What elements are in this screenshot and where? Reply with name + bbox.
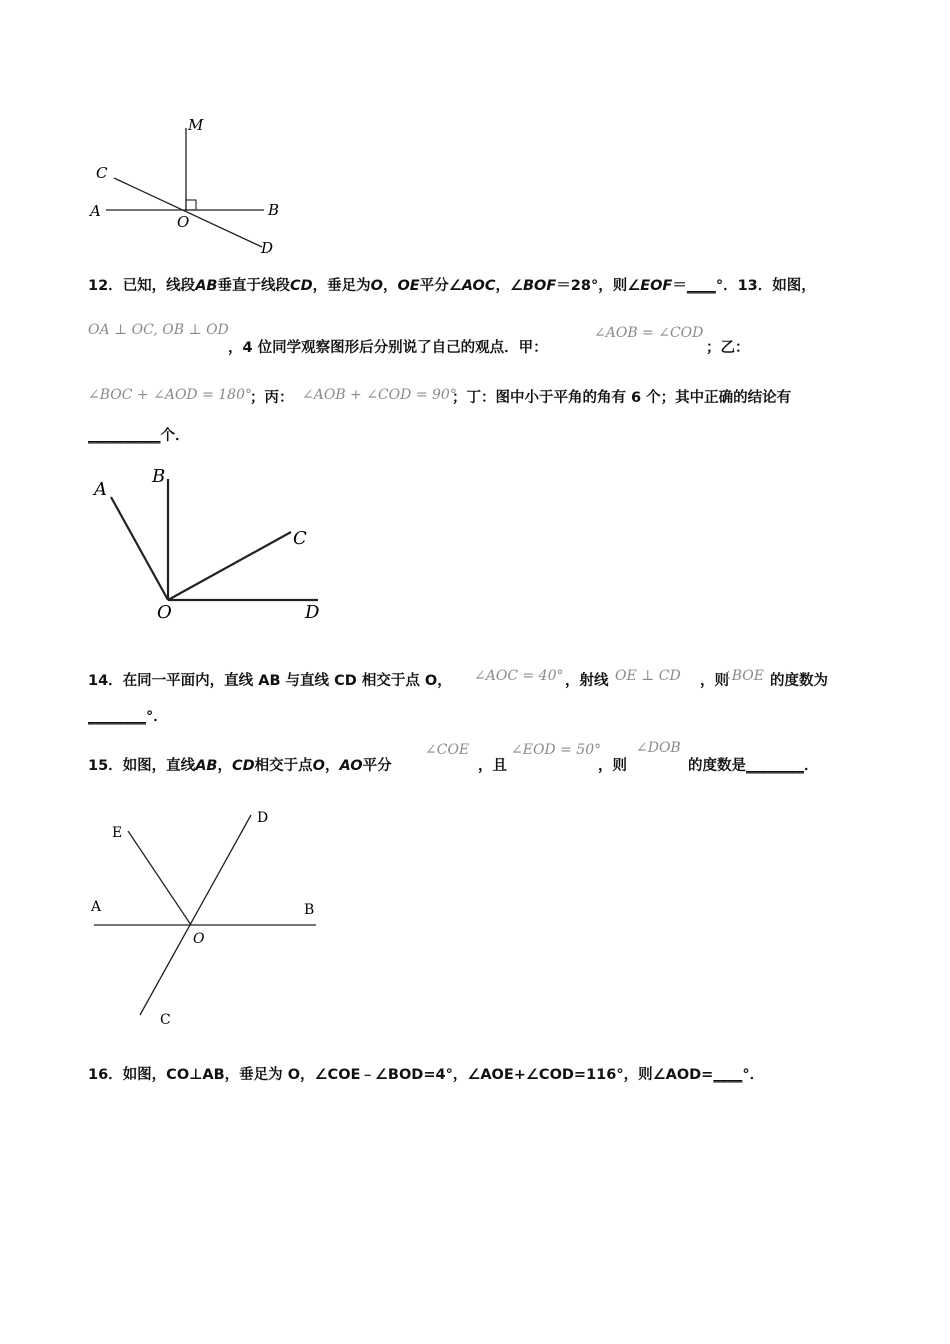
question-13-ding: ；丁：图中小于平角的角有 6 个；其中正确的结论有 — [452, 390, 792, 406]
label-d: D — [261, 239, 274, 257]
figure-perpendicular-lines — [80, 110, 310, 260]
question-13-number: 13． — [737, 278, 773, 294]
ray-oa — [111, 497, 168, 600]
formula-bing: ∠AOB + ∠COD = 90° — [302, 387, 457, 403]
label-c: C — [96, 164, 108, 182]
figure-four-rays — [86, 462, 336, 624]
label-b: B — [268, 201, 280, 219]
right-angle-mark — [186, 200, 196, 210]
formula-dob: ∠DOB — [636, 740, 681, 756]
answer-blank-13[interactable]: __________ — [88, 428, 161, 444]
formula-coe: ∠COE — [425, 742, 470, 758]
question-13-yi: ；乙： — [706, 340, 750, 356]
label-c: C — [293, 528, 307, 549]
label-b: B — [152, 466, 166, 487]
formula-boe: ∠BOE — [720, 668, 764, 684]
figure-intersecting-lines — [80, 800, 330, 1035]
label-d: D — [305, 602, 320, 623]
answer-blank-12[interactable]: ____ — [686, 278, 716, 294]
answer-blank-16[interactable]: ____ — [713, 1067, 743, 1083]
label-o: O — [157, 602, 172, 623]
question-16: 16．如图，CO⊥AB，垂足为 O，∠COE﹣∠BOD=4°，∠AOE+∠COD=116°，则∠AOD=____°． — [88, 1067, 765, 1083]
question-15: 15．如图，直线AB，CD相交于点O，AO平分 — [88, 758, 392, 774]
label-a: A — [91, 899, 102, 915]
question-13-answer: __________个． — [88, 428, 190, 444]
label-a: A — [94, 479, 107, 500]
formula-yi: ∠BOC + ∠AOD = 180° — [88, 387, 252, 403]
label-d: D — [257, 810, 269, 826]
label-o: O — [193, 931, 205, 947]
question-14: 14．在同一平面内，直线 AB 与直线 CD 相交于点 O， — [88, 673, 452, 689]
question-13-line-2: ，4 位同学观察图形后分别说了自己的观点．甲： — [228, 340, 548, 356]
question-14-answer: ________°． — [88, 709, 168, 725]
question-12: 12．已知，线段AB垂直于线段CD，垂足为O，OE平分∠AOC，∠BOF＝28°，则∠EOF＝____°．13．如图， — [88, 278, 816, 294]
label-a: A — [90, 202, 101, 220]
line-cd — [140, 815, 251, 1015]
answer-blank-14[interactable]: ________ — [88, 709, 146, 725]
formula-aoc-40: ∠AOC = 40° — [474, 668, 564, 684]
ray-oc — [168, 532, 291, 600]
formula-oe-perp-cd: OE ⊥ CD — [615, 668, 681, 684]
formula-oa-perp-oc: OA ⊥ OC, OB ⊥ OD — [88, 322, 229, 338]
label-c: C — [160, 1012, 171, 1028]
label-o: O — [177, 213, 190, 231]
formula-eod-50: ∠EOD = 50° — [511, 742, 602, 758]
label-b: B — [304, 902, 315, 918]
ray-oe — [128, 831, 191, 925]
label-e: E — [112, 825, 123, 841]
label-m: M — [188, 116, 204, 134]
answer-blank-15[interactable]: ________ — [746, 758, 804, 774]
formula-jia: ∠AOB = ∠COD — [594, 325, 704, 341]
question-13-bing: ；丙： — [250, 390, 294, 406]
